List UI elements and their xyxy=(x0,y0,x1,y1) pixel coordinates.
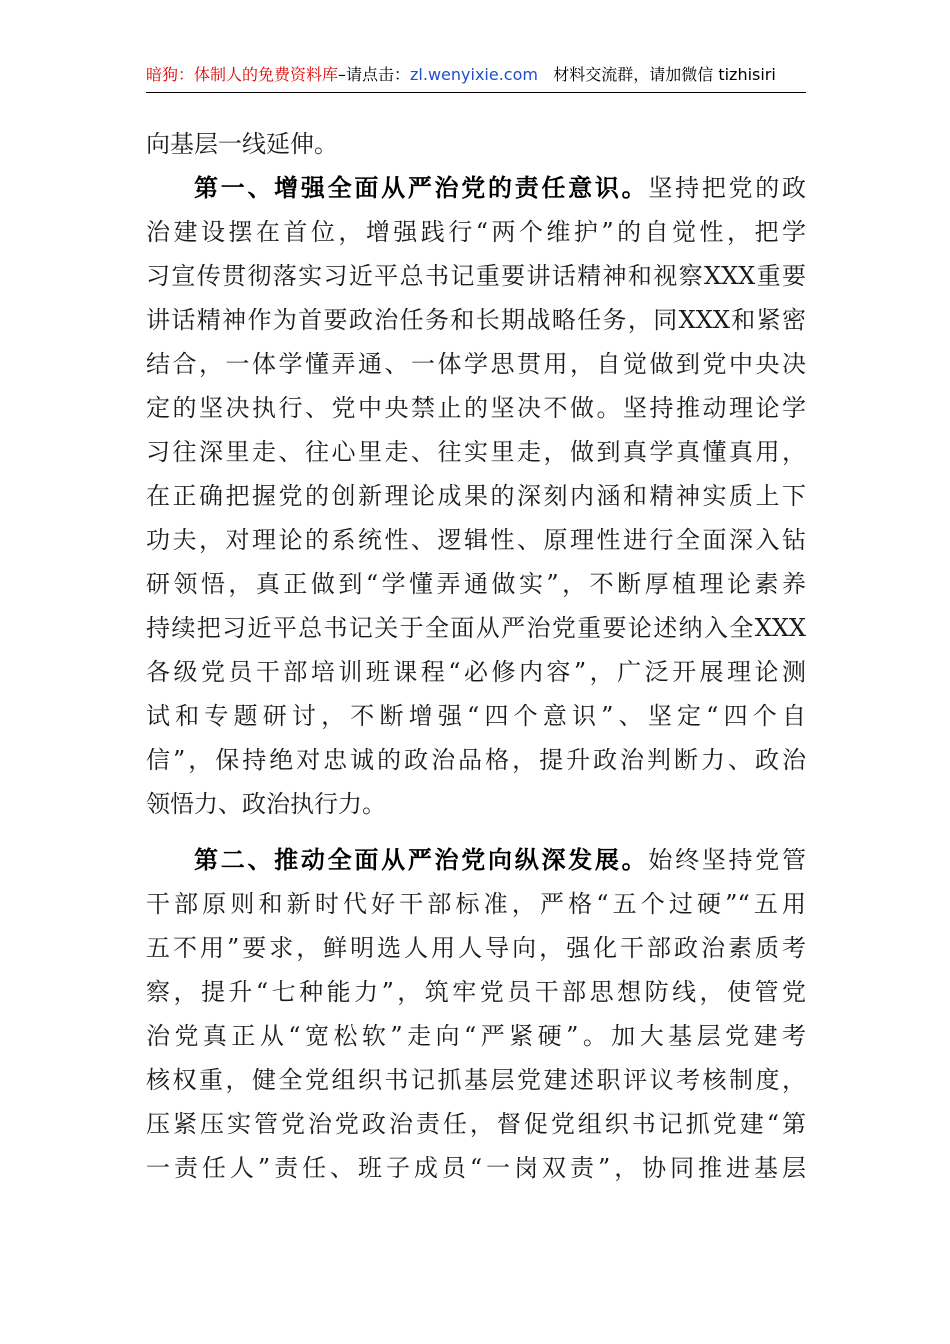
body-line: 研领悟，真正做到“学懂弄通做实”，不断厚植理论素养 xyxy=(146,570,806,598)
body-line: 功夫，对理论的系统性、逻辑性、原理性进行全面深入钻 xyxy=(146,526,806,554)
body-line: 压紧压实管党治党政治责任，督促党组织书记抓党建“第 xyxy=(146,1110,806,1138)
body-line: 持续把习近平总书记关于全面从严治党重要论述纳入全XXX xyxy=(146,614,806,642)
section-2-first-line xyxy=(194,838,806,882)
body-line: 向基层一线延伸。 xyxy=(146,130,338,158)
body-line: 一责任人”责任、班子成员“一岗双责”，协同推进基层 xyxy=(146,1154,806,1182)
body-line: 干部原则和新时代好干部标准，严格“五个过硬”“五用 xyxy=(146,890,806,918)
header-brand: 暗狗：体制人的免费资料库 xyxy=(146,65,339,84)
body-line: 试和专题研讨，不断增强“四个意识”、坚定“四个自 xyxy=(146,702,806,730)
body-line: 领悟力、政治执行力。 xyxy=(146,790,386,818)
body-line: 结合，一体学懂弄通、一体学思贯用，自觉做到党中央决 xyxy=(146,350,806,378)
body-line: 治建设摆在首位，增强践行“两个维护”的自觉性，把学 xyxy=(146,218,806,246)
header-wechat-note: 材料交流群，请加微信 tizhisiri xyxy=(553,65,776,84)
body-line: 在正确把握党的创新理论成果的深刻内涵和精神实质上下 xyxy=(146,482,806,510)
body-line: 习宣传贯彻落实习近平总书记重要讲话精神和视察XXX重要 xyxy=(146,262,806,290)
body-line: 讲话精神作为首要政治任务和长期战略任务，同XXX和紧密 xyxy=(146,306,806,334)
body-line: 治党真正从“宽松软”走向“严紧硬”。加大基层党建考 xyxy=(146,1022,806,1050)
section-2-heading: 第二、推动全面从严治党向纵深发展。 xyxy=(194,846,649,874)
header-click-prefix: –请点击： xyxy=(338,65,411,84)
header-spacer xyxy=(538,65,553,84)
section-1-heading: 第一、增强全面从严治党的责任意识。 xyxy=(194,174,649,202)
page-header xyxy=(146,64,806,86)
header-divider xyxy=(146,92,806,93)
body-line: 各级党员干部培训班课程“必修内容”，广泛开展理论测 xyxy=(146,658,806,686)
body-line: 五不用”要求，鲜明选人用人导向，强化干部政治素质考 xyxy=(146,934,806,962)
header-url-link[interactable]: zl.wenyixie.com xyxy=(410,65,538,84)
section-1-first-line-text: 坚持把党的政 xyxy=(648,174,807,202)
body-line: 核权重，健全党组织书记抓基层党建述职评议考核制度， xyxy=(146,1066,806,1094)
body-line: 习往深里走、往心里走、往实里走，做到真学真懂真用， xyxy=(146,438,806,466)
body-line: 察，提升“七种能力”，筑牢党员干部思想防线，使管党 xyxy=(146,978,806,1006)
body-line: 信”，保持绝对忠诚的政治品格，提升政治判断力、政治 xyxy=(146,746,806,774)
section-2-first-line-text: 始终坚持党管 xyxy=(648,846,807,874)
body-line: 定的坚决执行、党中央禁止的坚决不做。坚持推动理论学 xyxy=(146,394,806,422)
section-1-first-line xyxy=(194,166,806,210)
